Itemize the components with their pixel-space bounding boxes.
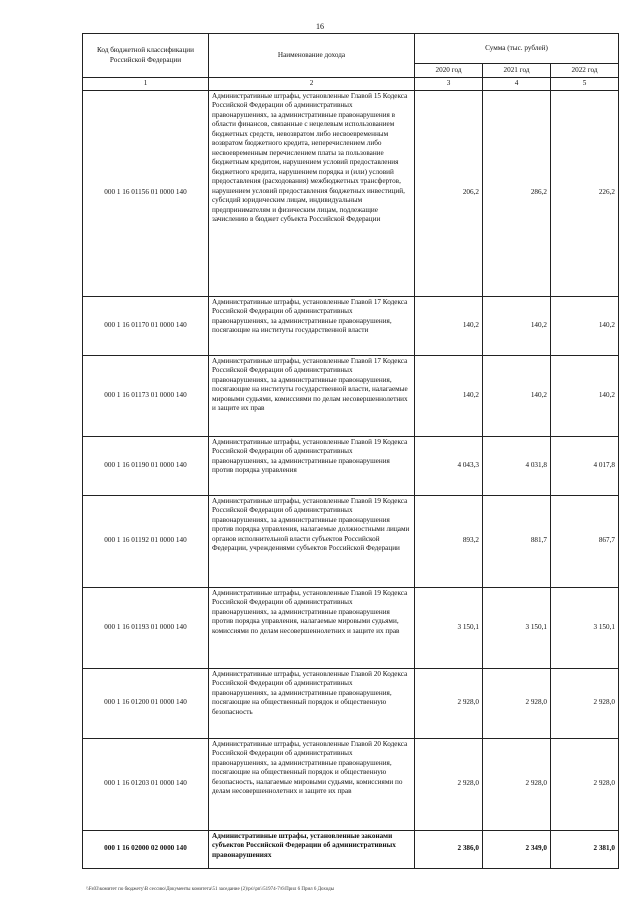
table-row [83,296,619,355]
row-code: 000 1 16 02000 02 0000 140 [83,830,209,868]
row-name: Административные штрафы, установленные Главой 19 Кодекса Российской Федерации об административных правонарушениях, за административные правонарушения против порядка управления [209,436,415,495]
row-value-2020: 140,2 [415,296,483,355]
row-code: 000 1 16 01170 01 0000 140 [83,296,209,355]
header-sum: Сумма (тыс. рублей) [415,34,619,64]
row-code: 000 1 16 01200 01 0000 140 [83,668,209,738]
row-value-2022: 3 150,1 [551,587,619,668]
col-number-5: 5 [551,78,619,91]
header-year-2022: 2022 год [551,64,619,78]
row-value-2022: 2 381,0 [551,830,619,868]
table-row [83,587,619,668]
row-value-2020: 3 150,1 [415,587,483,668]
row-name: Административные штрафы, установленные Главой 19 Кодекса Российской Федерации об административных правонарушениях, за административные правонарушения против порядка управления, налагаемые должностными лицами органов исполнительной власти субъектов Российской Федерации, учреждениями субъектов Российской Федерации [209,495,415,587]
header-code: Код бюджетной классификации Российской Федерации [83,34,209,78]
row-value-2022: 140,2 [551,355,619,436]
row-code: 000 1 16 01173 01 0000 140 [83,355,209,436]
row-value-2022: 2 928,0 [551,668,619,738]
header-year-2021: 2021 год [483,64,551,78]
row-value-2020: 140,2 [415,355,483,436]
row-name: Административные штрафы, установленные Главой 20 Кодекса Российской Федерации об административных правонарушениях, за административные правонарушения, посягающие на общественный порядок и общественную безопасность [209,668,415,738]
row-value-2020: 4 043,3 [415,436,483,495]
row-code: 000 1 16 01193 01 0000 140 [83,587,209,668]
row-code: 000 1 16 01192 01 0000 140 [83,495,209,587]
row-name: Административные штрафы, установленные Главой 17 Кодекса Российской Федерации об административных правонарушениях, за административные правонарушения, посягающие на институты государственной власти [209,296,415,355]
row-value-2022: 226,2 [551,90,619,296]
row-code: 000 1 16 01203 01 0000 140 [83,738,209,830]
table-row [83,90,619,296]
row-name: Административные штрафы, установленные Главой 19 Кодекса Российской Федерации об административных правонарушениях, за административные правонарушения против порядка управления, налагаемые мировыми судьями, комиссиями по делам несовершеннолетних и защите их прав [209,587,415,668]
row-name: Административные штрафы, установленные Главой 20 Кодекса Российской Федерации об административных правонарушениях, за административные правонарушения, посягающие на общественный порядок и общественную безопасность, налагаемые мировыми судьями, комиссиями по делам несовершеннолетних и защите их прав [209,738,415,830]
row-value-2022: 4 017,8 [551,436,619,495]
table-row [83,738,619,830]
row-name: Административные штрафы, установленные Главой 15 Кодекса Российской Федерации об административных правонарушениях, за административные правонарушения в области финансов, связанные с нецелевым использованием бюджетных средств, невозвратом либо несвоевременным возвратом бюджетного кредита, неперечислением либо несвоевременным перечислением платы за пользование бюджетным кредитом, нарушением условий предоставления бюджетного кредита, нарушением порядка и (или) условий предоставления (расходования) межбюджетных трансфертов, нарушением условий предоставления бюджетных инвестиций, субсидий юридическим лицам, индивидуальным предпринимателям и физическим лицам, подлежащие зачислению в бюджет субъекта Российской Федерации [209,90,415,296]
row-name: Административные штрафы, установленные Главой 17 Кодекса Российской Федерации об административных правонарушениях, за административные правонарушения, посягающие на институты государственной власти, налагаемые мировыми судьями, комиссиями по делам несовершеннолетних и защите их прав [209,355,415,436]
row-value-2021: 2 928,0 [483,668,551,738]
table-row [83,495,619,587]
row-value-2020: 2 386,0 [415,830,483,868]
col-number-2: 2 [209,78,415,91]
row-value-2020: 206,2 [415,90,483,296]
row-value-2021: 286,2 [483,90,551,296]
row-value-2021: 2 928,0 [483,738,551,830]
row-value-2021: 4 031,8 [483,436,551,495]
row-value-2021: 140,2 [483,355,551,436]
row-name: Административные штрафы, установленные законами субъектов Российской Федерации об административных правонарушениях [209,830,415,868]
row-value-2021: 881,7 [483,495,551,587]
row-code: 000 1 16 01156 01 0000 140 [83,90,209,296]
table-row [83,668,619,738]
revenue-table [82,33,619,869]
col-number-3: 3 [415,78,483,91]
row-value-2022: 867,7 [551,495,619,587]
row-value-2020: 2 928,0 [415,668,483,738]
row-value-2020: 2 928,0 [415,738,483,830]
header-name: Наименование дохода [209,34,415,78]
row-value-2022: 140,2 [551,296,619,355]
file-path-footer: \\Fs03\комитет по бюджету\В сессию\Документы комитета\51 заседание (2)\ps\\pn\\51974-7\6\Прил 6 Прил 6 Доходы [86,887,334,892]
table-row [83,830,619,868]
col-number-1: 1 [83,78,209,91]
header-year-2020: 2020 год [415,64,483,78]
page-number: 16 [316,22,324,31]
col-number-4: 4 [483,78,551,91]
row-value-2021: 140,2 [483,296,551,355]
row-value-2022: 2 928,0 [551,738,619,830]
row-value-2021: 2 349,0 [483,830,551,868]
row-value-2021: 3 150,1 [483,587,551,668]
table-row [83,436,619,495]
row-value-2020: 893,2 [415,495,483,587]
row-code: 000 1 16 01190 01 0000 140 [83,436,209,495]
table-row [83,355,619,436]
